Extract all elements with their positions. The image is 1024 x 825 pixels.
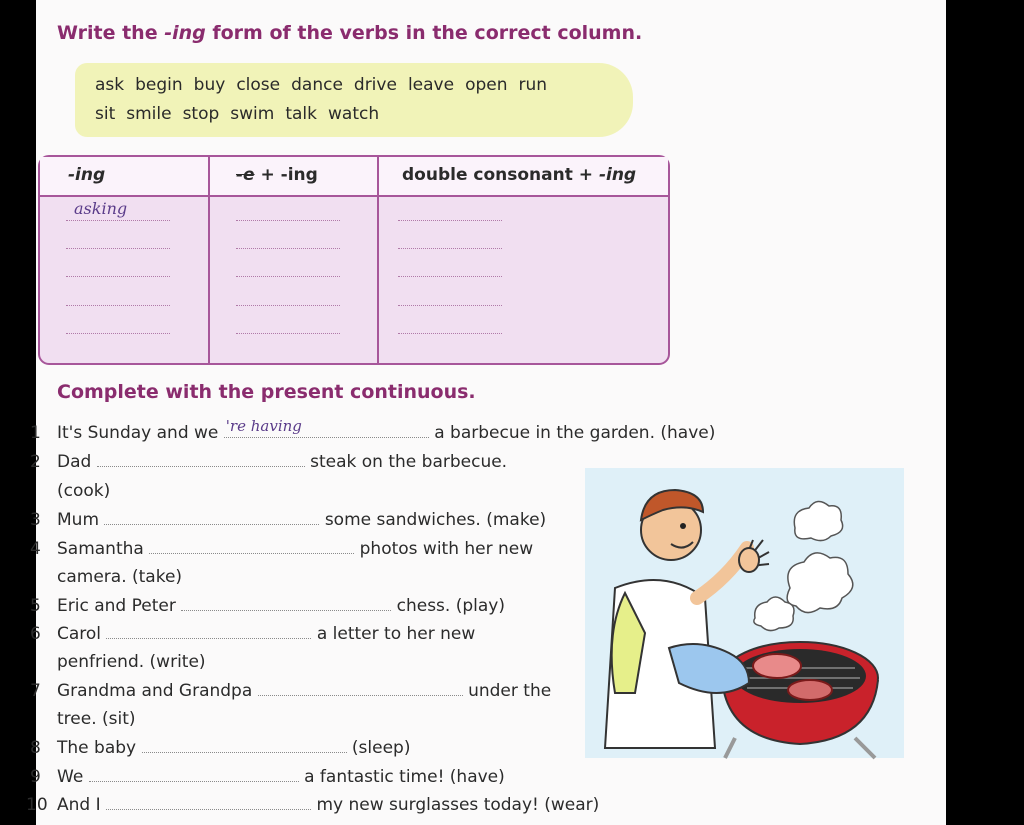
verb-word: begin bbox=[135, 75, 183, 95]
sentence-text: a fantastic time! (have) bbox=[304, 767, 505, 787]
item-number: 7 bbox=[30, 681, 41, 701]
col-header-ing bbox=[68, 165, 105, 185]
answer-blank[interactable] bbox=[181, 596, 391, 611]
worksheet-page bbox=[26, 0, 946, 825]
answer-line[interactable] bbox=[236, 305, 340, 306]
word-line-1 bbox=[95, 75, 558, 95]
verb-word: buy bbox=[193, 75, 226, 95]
sentence-text: Mum bbox=[57, 510, 100, 530]
header-text: -ing bbox=[68, 165, 106, 185]
sentence-text: Eric and Peter bbox=[57, 596, 176, 616]
header-text: -e bbox=[236, 165, 255, 185]
item-number: 1 bbox=[30, 423, 41, 443]
item-number: 2 bbox=[30, 452, 41, 472]
sentence-text: (sleep) bbox=[351, 738, 411, 758]
word-line-2 bbox=[95, 104, 390, 124]
item-number: 10 bbox=[26, 795, 48, 815]
answer-line[interactable] bbox=[398, 276, 502, 277]
answer-line[interactable] bbox=[66, 305, 170, 306]
title-part: Write the bbox=[57, 22, 165, 44]
sentence-text: a letter to her new bbox=[316, 624, 476, 644]
sentence-text: a barbecue in the garden. (have) bbox=[434, 423, 716, 443]
verb-word: watch bbox=[328, 104, 380, 124]
sentence-6-cont: penfriend. (write) bbox=[57, 652, 206, 672]
verb-word: stop bbox=[182, 104, 220, 124]
sentence-text: Carol bbox=[57, 624, 102, 644]
item-number: 6 bbox=[30, 624, 41, 644]
verb-word: leave bbox=[407, 75, 455, 95]
sentence-4-cont: camera. (take) bbox=[57, 567, 183, 587]
col-header-e-ing bbox=[236, 165, 318, 185]
verb-word: talk bbox=[285, 104, 317, 124]
sentence-8 bbox=[57, 738, 410, 758]
sentence-text: And I bbox=[57, 795, 101, 815]
verb-word: run bbox=[518, 75, 548, 95]
answer-blank[interactable] bbox=[89, 767, 299, 782]
verb-word: smile bbox=[126, 104, 172, 124]
item-number: 3 bbox=[30, 510, 41, 530]
item-number: 8 bbox=[30, 738, 41, 758]
answer-line[interactable] bbox=[66, 333, 170, 334]
title-part: form of the verbs in the correct column. bbox=[205, 22, 643, 44]
answer-line[interactable] bbox=[66, 248, 170, 249]
sentence-text: chess. (play) bbox=[396, 596, 505, 616]
verb-word: ask bbox=[95, 75, 125, 95]
answer-blank[interactable] bbox=[142, 738, 347, 753]
sentence-2-cont: (cook) bbox=[57, 481, 111, 501]
header-text: + -ing bbox=[254, 165, 318, 185]
sentence-text: We bbox=[57, 767, 84, 787]
answer-line[interactable] bbox=[398, 220, 502, 221]
answer-line[interactable] bbox=[398, 305, 502, 306]
column-divider bbox=[208, 157, 210, 363]
verb-word: swim bbox=[230, 104, 275, 124]
answer-line[interactable] bbox=[236, 248, 340, 249]
example-answer: 're having bbox=[225, 417, 302, 435]
sentence-10 bbox=[57, 795, 599, 815]
answer-blank[interactable] bbox=[97, 452, 305, 467]
sentence-1 bbox=[57, 417, 716, 443]
answer-line[interactable] bbox=[66, 276, 170, 277]
sentence-text: my new surglasses today! (wear) bbox=[316, 795, 600, 815]
sentence-text: photos with her new bbox=[359, 539, 534, 559]
sentence-2 bbox=[57, 452, 507, 472]
verb-word: dance bbox=[291, 75, 343, 95]
exercise1-title bbox=[57, 22, 642, 44]
exercise2-title: Complete with the present continuous. bbox=[57, 381, 476, 403]
answer-blank[interactable] bbox=[258, 681, 463, 696]
column-divider bbox=[377, 157, 379, 363]
header-text: double consonant + bbox=[402, 165, 599, 185]
sentence-4 bbox=[57, 539, 533, 559]
answer-blank[interactable] bbox=[224, 417, 429, 438]
example-answer-asking: asking bbox=[74, 199, 128, 218]
sentence-3 bbox=[57, 510, 546, 530]
answer-line[interactable] bbox=[236, 276, 340, 277]
answer-line[interactable] bbox=[236, 333, 340, 334]
sentence-9 bbox=[57, 767, 505, 787]
verb-word-box bbox=[75, 63, 633, 137]
sentence-7-cont: tree. (sit) bbox=[57, 709, 136, 729]
smoke-clouds bbox=[754, 501, 853, 630]
sentence-7 bbox=[57, 681, 551, 701]
answer-line[interactable] bbox=[236, 220, 340, 221]
sentence-text: It's Sunday and we bbox=[57, 423, 219, 443]
grill bbox=[722, 642, 878, 758]
answer-blank[interactable] bbox=[106, 795, 311, 810]
answer-line[interactable] bbox=[66, 220, 170, 221]
sentence-text: The baby bbox=[57, 738, 137, 758]
item-number: 4 bbox=[30, 539, 41, 559]
sentence-5 bbox=[57, 596, 505, 616]
title-ing: -ing bbox=[164, 22, 206, 44]
barbecue-drawing bbox=[585, 468, 904, 758]
sentence-text: steak on the barbecue. bbox=[310, 452, 508, 472]
verb-word: sit bbox=[95, 104, 116, 124]
man-barbecue-illustration bbox=[585, 468, 904, 758]
verb-word: close bbox=[236, 75, 281, 95]
sentence-text: Grandma and Grandpa bbox=[57, 681, 253, 701]
item-number: 9 bbox=[30, 767, 41, 787]
header-text: -ing bbox=[598, 165, 637, 185]
answer-line[interactable] bbox=[398, 248, 502, 249]
verb-word: open bbox=[465, 75, 508, 95]
answer-blank[interactable] bbox=[149, 539, 354, 554]
ing-columns-table bbox=[38, 155, 670, 365]
sentence-text: some sandwiches. (make) bbox=[324, 510, 547, 530]
sentence-text: Dad bbox=[57, 452, 92, 472]
item-number: 5 bbox=[30, 596, 41, 616]
answer-line[interactable] bbox=[398, 333, 502, 334]
answer-blank[interactable] bbox=[104, 510, 319, 525]
answer-blank[interactable] bbox=[106, 624, 311, 639]
sentence-text: under the bbox=[468, 681, 552, 701]
verb-word: drive bbox=[353, 75, 397, 95]
sentence-text: Samantha bbox=[57, 539, 144, 559]
sentence-6 bbox=[57, 624, 475, 644]
col-header-double-consonant bbox=[402, 165, 636, 185]
